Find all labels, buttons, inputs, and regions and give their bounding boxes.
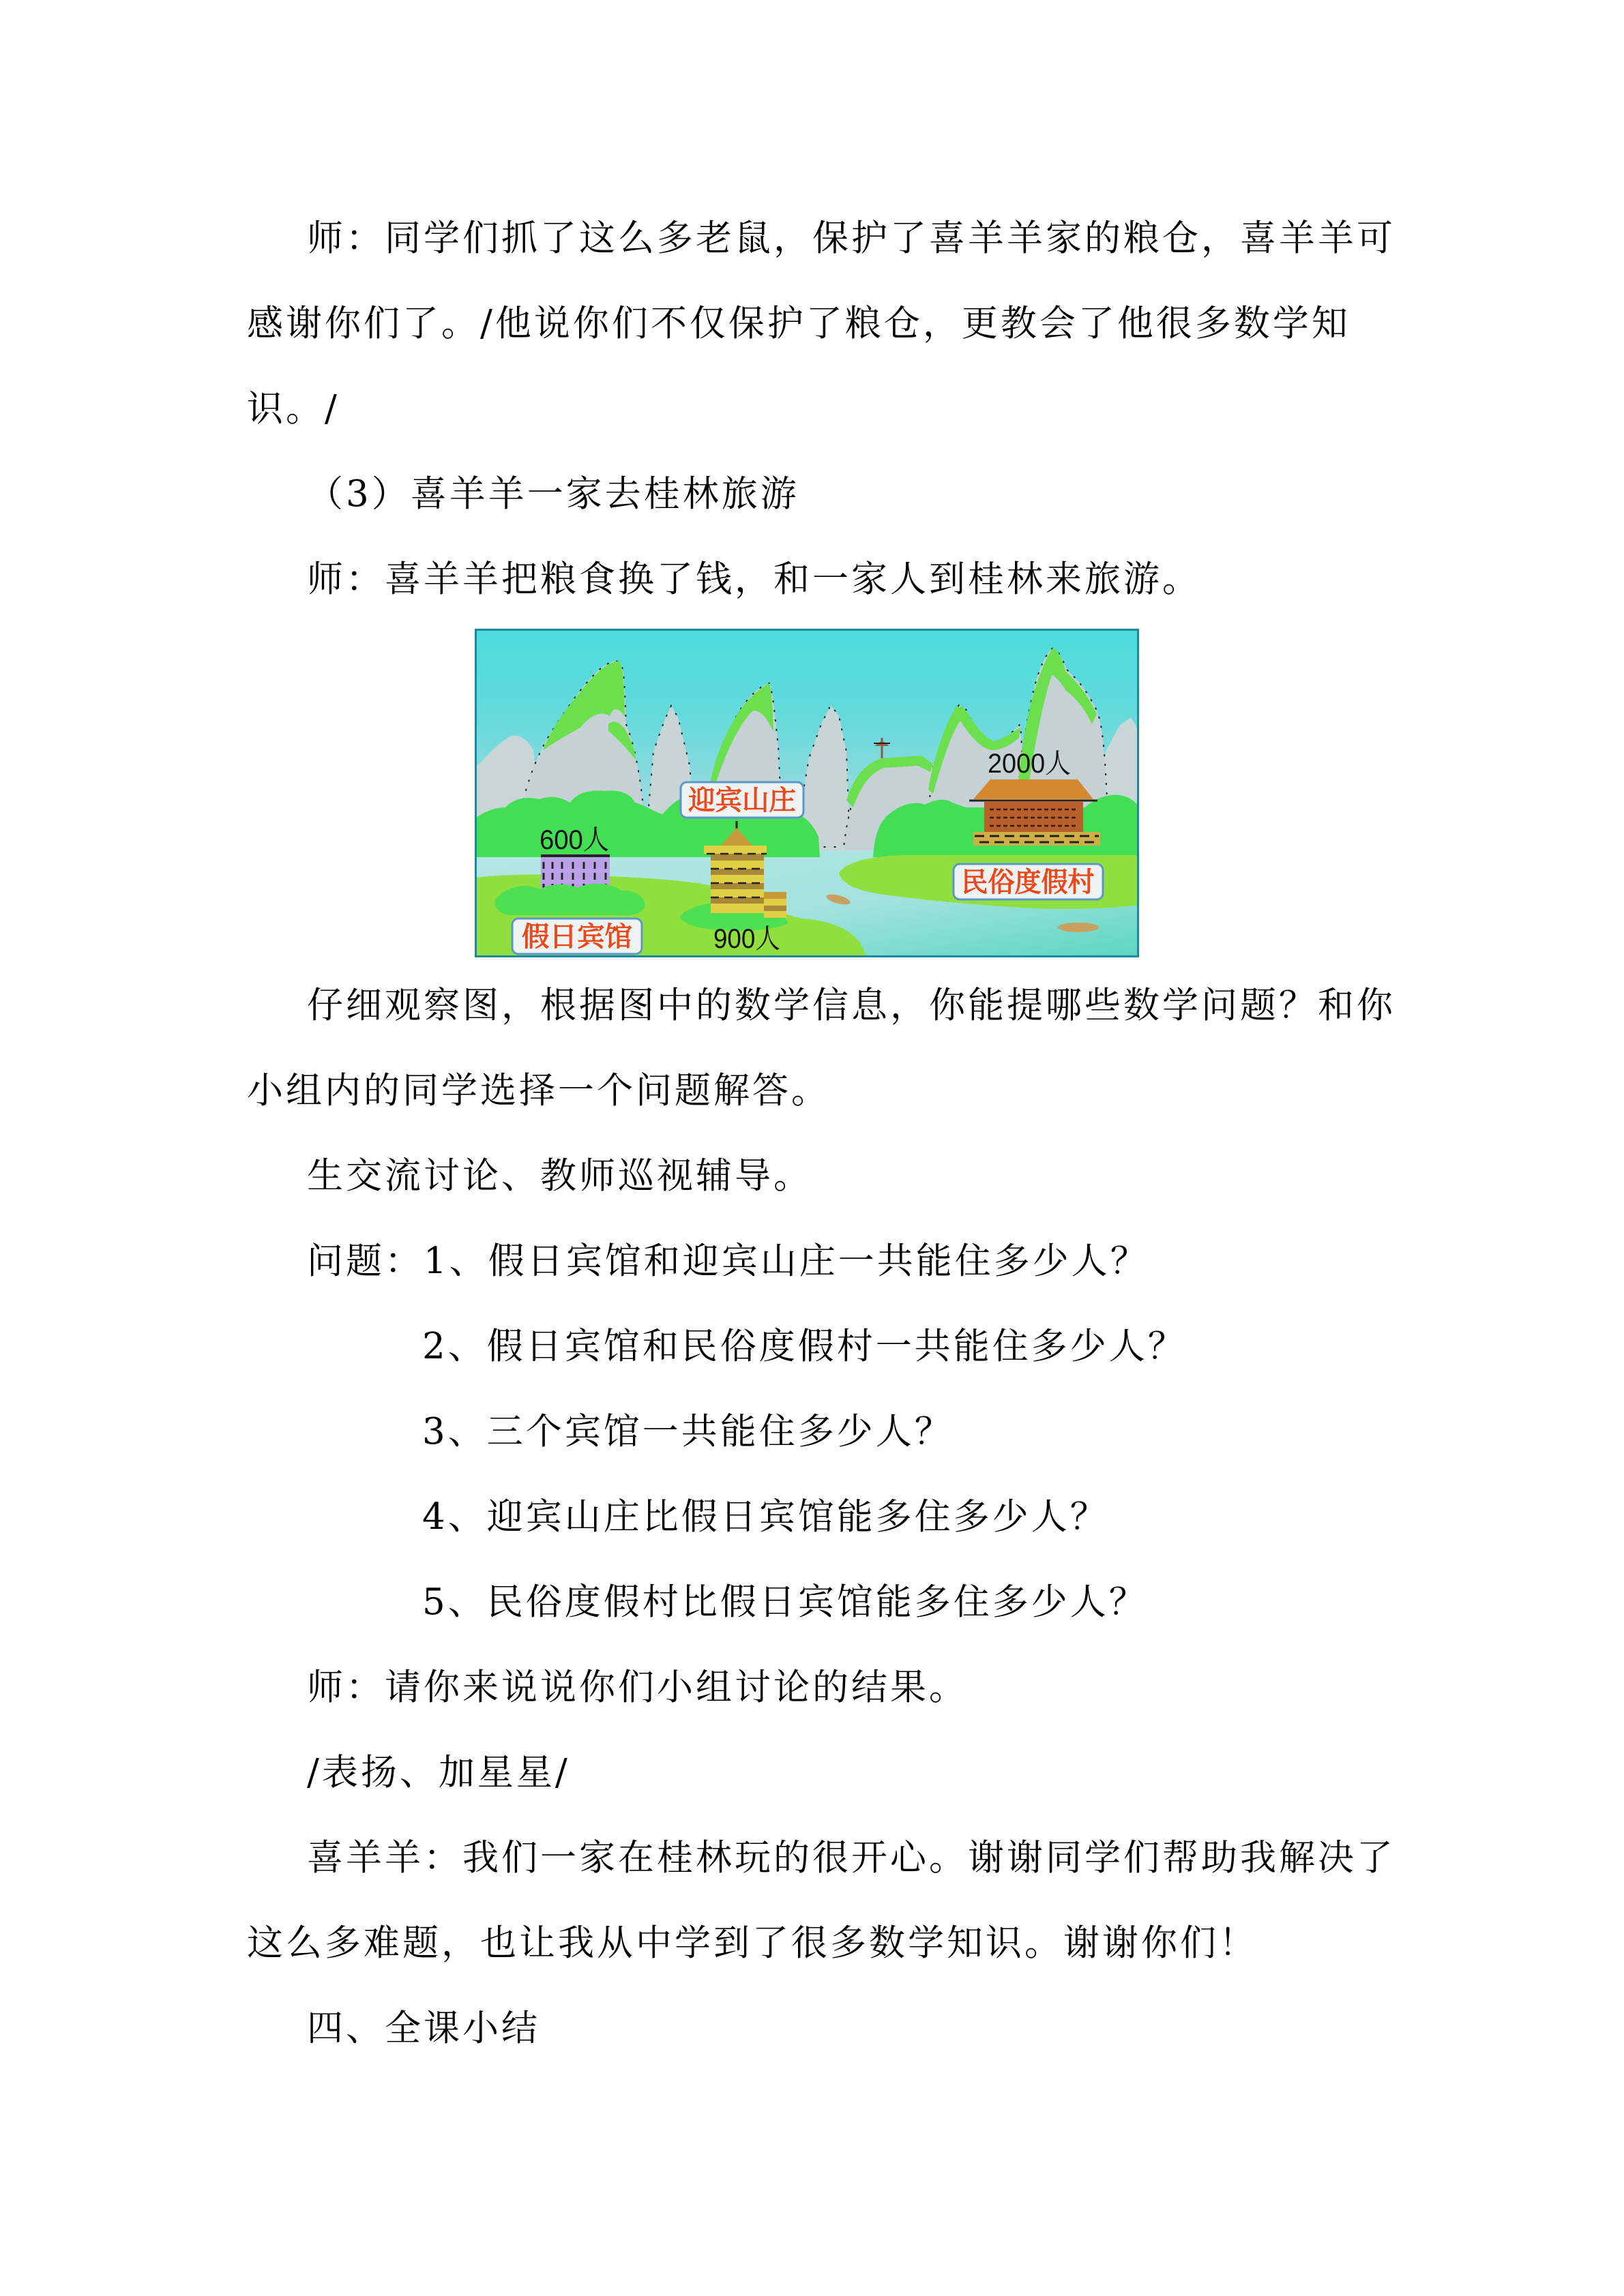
label-holiday-hotel-text: 假日宾馆: [522, 921, 632, 953]
paragraph-teacher-thanks-line-1: 师：同学们抓了这么多老鼠，保护了喜羊羊家的粮仓，喜羊羊可: [307, 218, 1396, 259]
paragraph-teacher-thanks-line-2: 感谢你们了。/他说你们不仅保护了粮仓，更教会了他很多数学知: [247, 303, 1350, 344]
section-heading-summary: 四、全课小结: [307, 2008, 540, 2049]
document-body: [247, 196, 1447, 2071]
question-1: [247, 1219, 1447, 1304]
paragraph-teacher-results: 师：请你来说说你们小组讨论的结果。: [307, 1667, 968, 1708]
paragraph-observe-line-1: 仔细观察图，根据图中的数学信息，你能提哪些数学问题？和你: [307, 985, 1396, 1026]
paragraph-teacher-travel: 师：喜羊羊把粮食换了钱，和一家人到桂林来旅游。: [307, 558, 1201, 600]
paragraph-teacher-thanks-line-3: 识。/: [247, 388, 340, 430]
question-5: 5、民俗度假村比假日宾馆能多住多少人？: [422, 1581, 1148, 1623]
label-yingbin-villa-text: 迎宾山庄: [688, 785, 796, 816]
yingbin-villa-capacity: 900人: [713, 924, 780, 954]
paragraph-discussion: 生交流讨论、教师巡视辅导。: [307, 1155, 812, 1197]
label-folk-village-text: 民俗度假村: [961, 867, 1095, 898]
paragraph-xiyangyang-thanks-line-1: 喜羊羊：我们一家在桂林玩的很开心。谢谢同学们帮助我解决了: [307, 1837, 1396, 1879]
paragraph-praise-note: /表扬、加星星/: [307, 1752, 570, 1793]
questions-prefix: 问题：: [307, 1240, 424, 1282]
label-yingbin-villa: [681, 782, 803, 818]
folk-village-building: [969, 779, 1100, 846]
paragraph-xiyangyang-thanks-line-2: 这么多难题，也让我从中学到了很多数学知识。谢谢你们！: [247, 1922, 1258, 1964]
question-3: 3、三个宾馆一共能住多少人？: [422, 1411, 954, 1452]
paragraph-observe-line-2: 小组内的同学选择一个问题解答。: [247, 1070, 830, 1112]
holiday-hotel-capacity: 600人: [540, 825, 609, 855]
label-holiday-hotel: [512, 919, 642, 954]
guilin-landscape-illustration: [475, 629, 1139, 957]
question-1-text: 1、假日宾馆和迎宾山庄一共能住多少人？: [424, 1240, 1149, 1282]
question-2: 2、假日宾馆和民俗度假村一共能住多少人？: [422, 1326, 1187, 1367]
label-folk-village: [954, 864, 1103, 899]
section-heading-guilin-trip: （3）喜羊羊一家去桂林旅游: [307, 473, 799, 515]
figure-container: [247, 622, 1447, 963]
folk-village-capacity: 2000人: [988, 749, 1071, 779]
question-4: 4、迎宾山庄比假日宾馆能多住多少人？: [422, 1496, 1109, 1538]
